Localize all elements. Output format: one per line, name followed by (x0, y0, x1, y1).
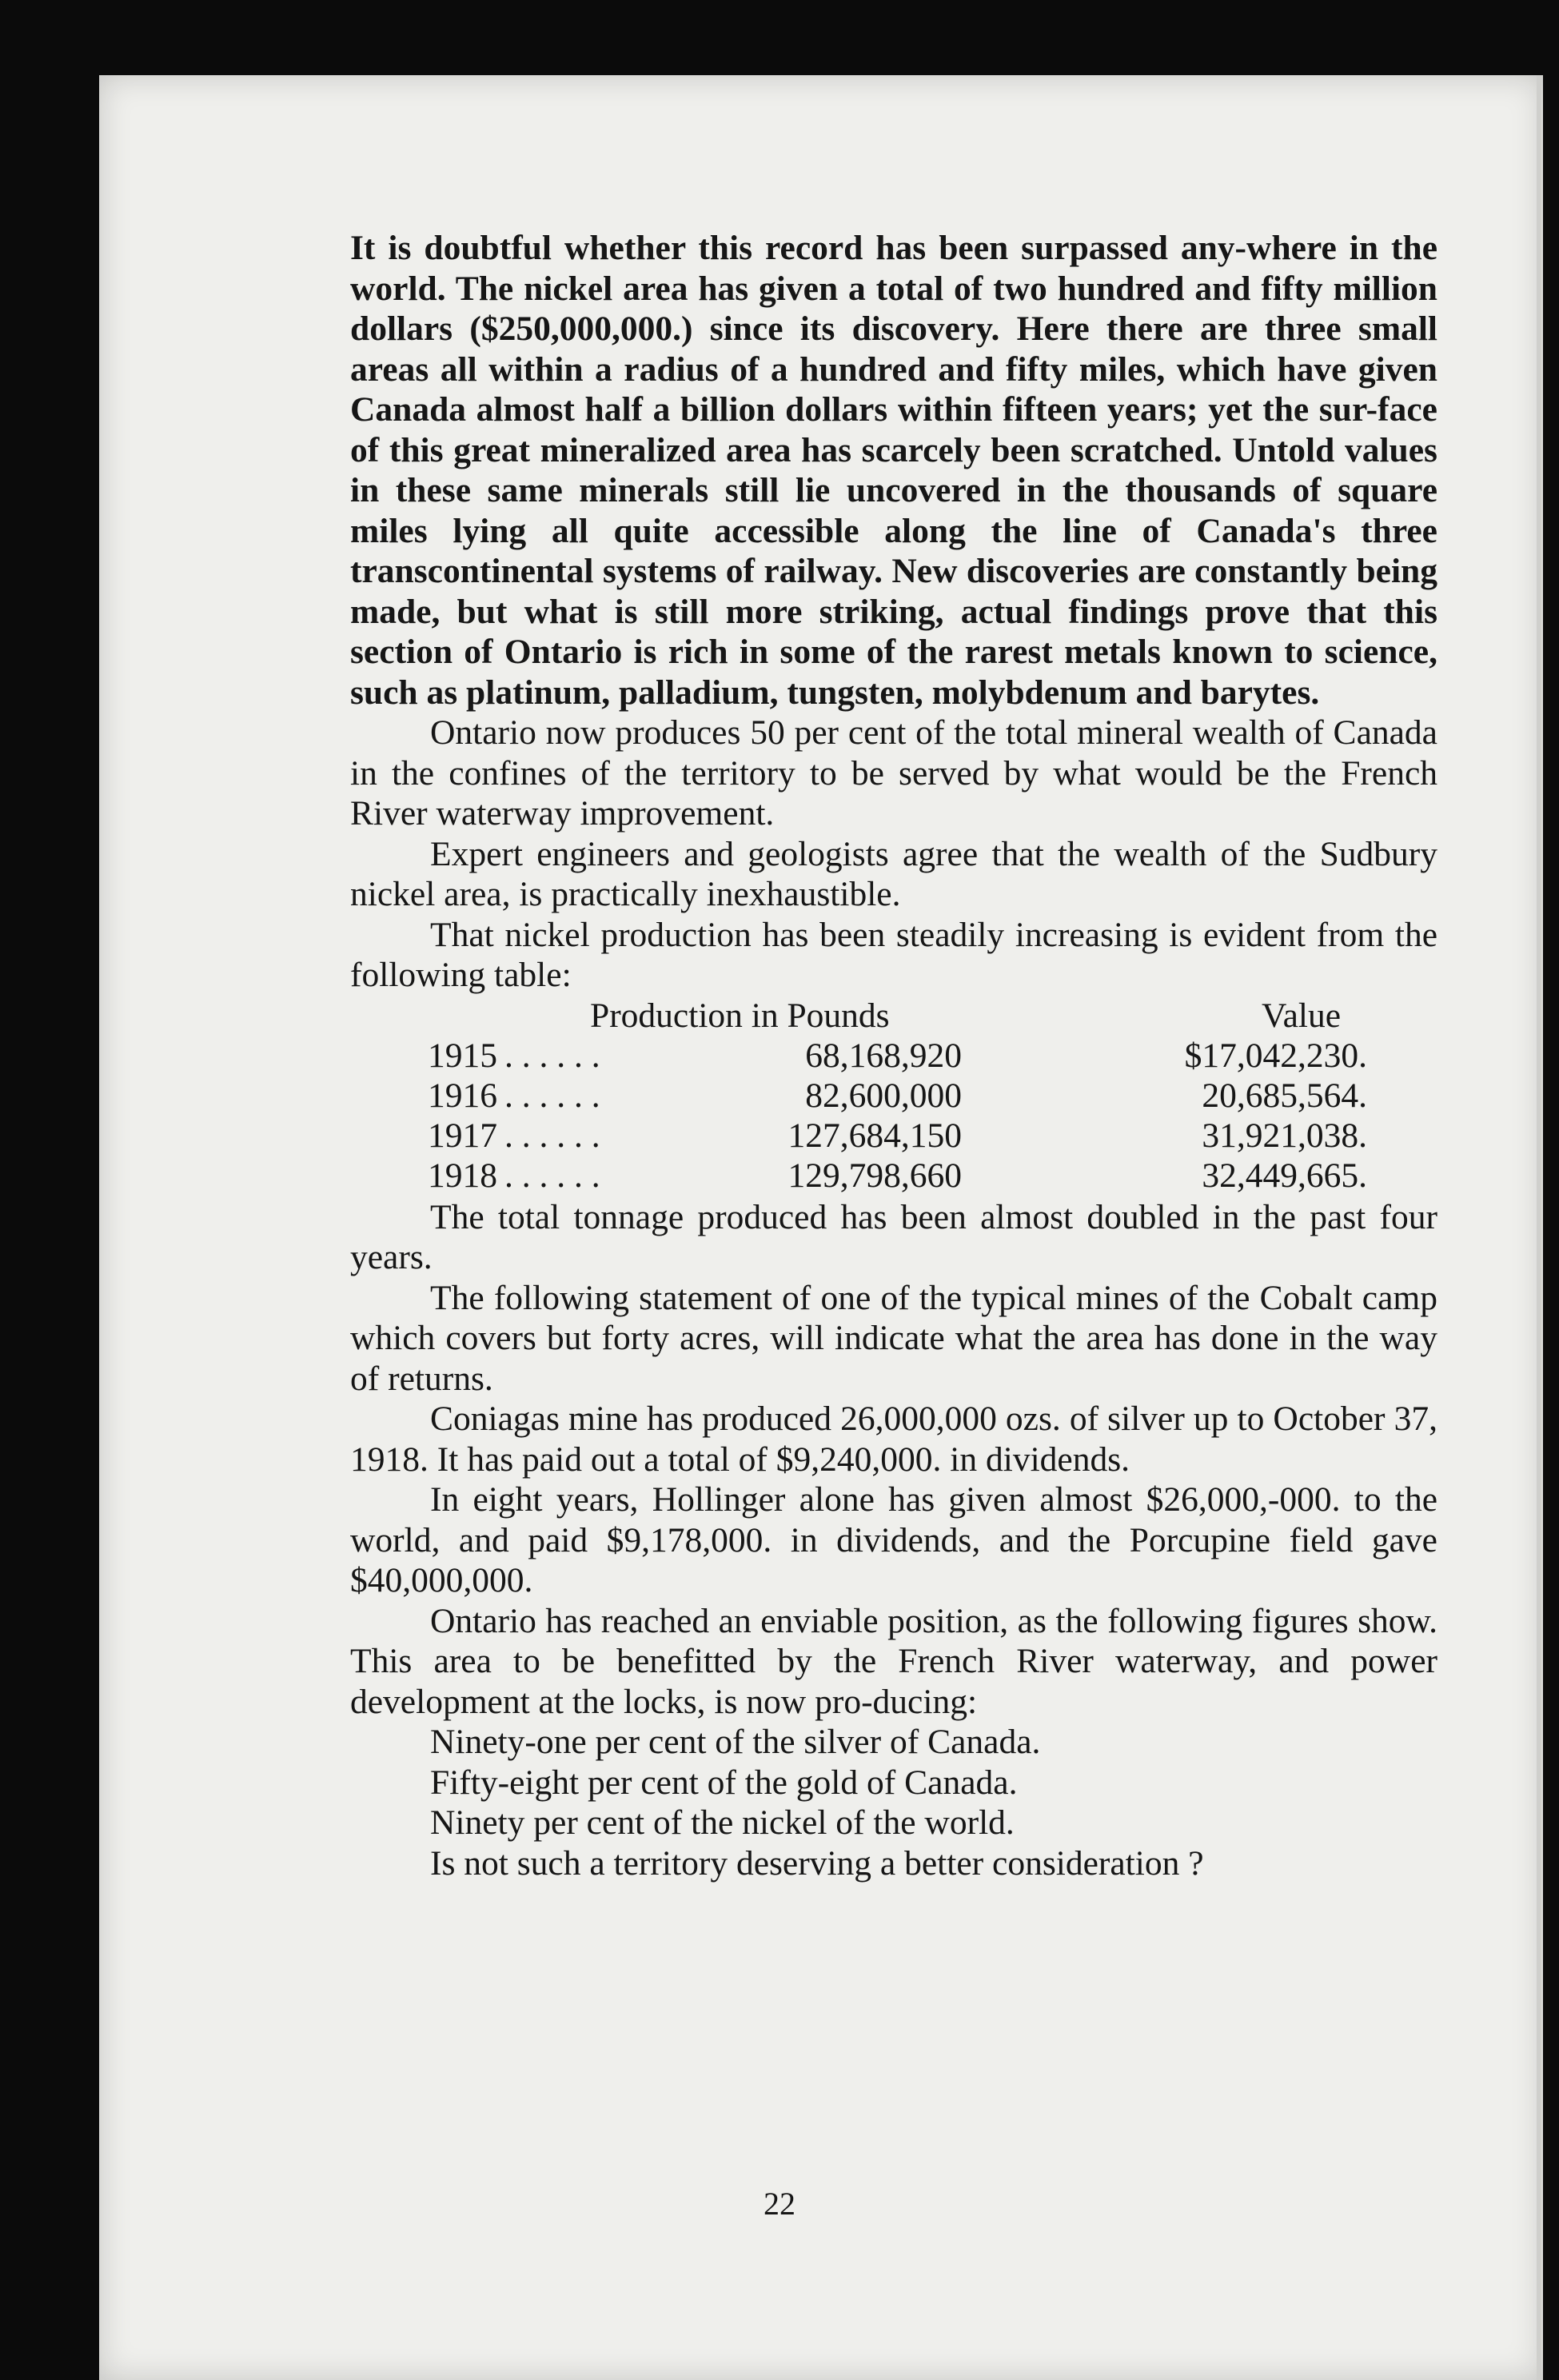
table-production: 82,600,000 (805, 1076, 962, 1115)
paragraph-tonnage: The total tonnage produced has been almost doubled in the past four years. (350, 1197, 1437, 1276)
nickel-production-table (350, 996, 1437, 1197)
table-year: 1915 (428, 1036, 497, 1075)
paragraph-enviable-position: Ontario has reached an enviable position, as the following figures show. This area to be benefitted by the French River waterway, and power development at the locks, is now pro-ducing: (350, 1601, 1437, 1721)
paragraph-nickel-intro: That nickel production has been steadily increasing is evident from the following table: (350, 915, 1437, 994)
table-value: 20,685,564. (1202, 1076, 1367, 1115)
table-leader: . . . . . . (504, 1116, 600, 1155)
table-value: 31,921,038. (1202, 1116, 1367, 1155)
table-year: 1918 (428, 1156, 497, 1195)
paragraph-sudbury: Expert engineers and geologists agree that the wealth of the Sudbury nickel area, is practically inexhaustible. (350, 834, 1437, 913)
table-value: $17,042,230. (1184, 1036, 1367, 1075)
table-leader: . . . . . . (504, 1036, 600, 1075)
table-leader: . . . . . . (504, 1076, 600, 1115)
list-item: Is not such a territory deserving a better consideration ? (430, 1843, 1204, 1883)
table-year: 1916 (428, 1076, 497, 1115)
paragraph-cobalt: The following statement of one of the typical mines of the Cobalt camp which covers but forty acres, will indicate what the area has done in the way of returns. (350, 1278, 1437, 1398)
paragraph-record: It is doubtful whether this record has been surpassed any-where in the world. The nickel area has given a total of two hundred and fifty million dollars ($250,000,000.) since its discovery. Here there are three small areas all within a radius of a hundred and fifty miles, which have given Canada almost half a billion dollars within fifteen years; yet the sur-face of this great mineralized area has scarcely been scratched. Untold values in these same minerals still lie uncovered in the thousands of square miles lying all quite accessible along the line of Canada's three transcontinental systems of railway. New discoveries are constantly being made, but what is still more striking, actual findings prove that this section of Ontario is rich in some of the rarest metals known to science, such as platinum, palladium, tungsten, molybdenum and barytes. (350, 229, 1437, 712)
table-year: 1917 (428, 1116, 497, 1155)
paragraph-coniagas: Coniagas mine has produced 26,000,000 ozs. of silver up to October 37, 1918. It has paid out a total of $9,240,000. in dividends. (350, 1400, 1437, 1479)
table-production: 127,684,150 (787, 1116, 962, 1155)
list-item: Ninety-one per cent of the silver of Canada. (430, 1723, 1041, 1761)
paragraph-mineral-wealth: Ontario now produces 50 per cent of the total mineral wealth of Canada in the confines of the territory to be served by what would be the French River waterway improvement. (350, 713, 1437, 833)
paragraph-hollinger: In eight years, Hollinger alone has given almost $26,000,-000. to the world, and paid $9,178,000. in dividends, and the Porcupine field gave $40,000,000. (350, 1480, 1437, 1599)
table-header-value: Value (1262, 996, 1342, 1035)
statistics-list (350, 1722, 1437, 1883)
body-text (350, 228, 1437, 1883)
table-header-production: Production in Pounds (590, 996, 890, 1035)
page-edge (1537, 75, 1541, 2380)
table-leader: . . . . . . (504, 1156, 600, 1195)
page-number: 22 (764, 2186, 795, 2222)
table-value: 32,449,665. (1202, 1156, 1367, 1195)
table-production: 68,168,920 (805, 1036, 962, 1075)
table-production: 129,798,660 (787, 1156, 962, 1195)
list-item: Fifty-eight per cent of the gold of Canada. (430, 1763, 1018, 1802)
list-item: Ninety per cent of the nickel of the world. (430, 1803, 1015, 1842)
